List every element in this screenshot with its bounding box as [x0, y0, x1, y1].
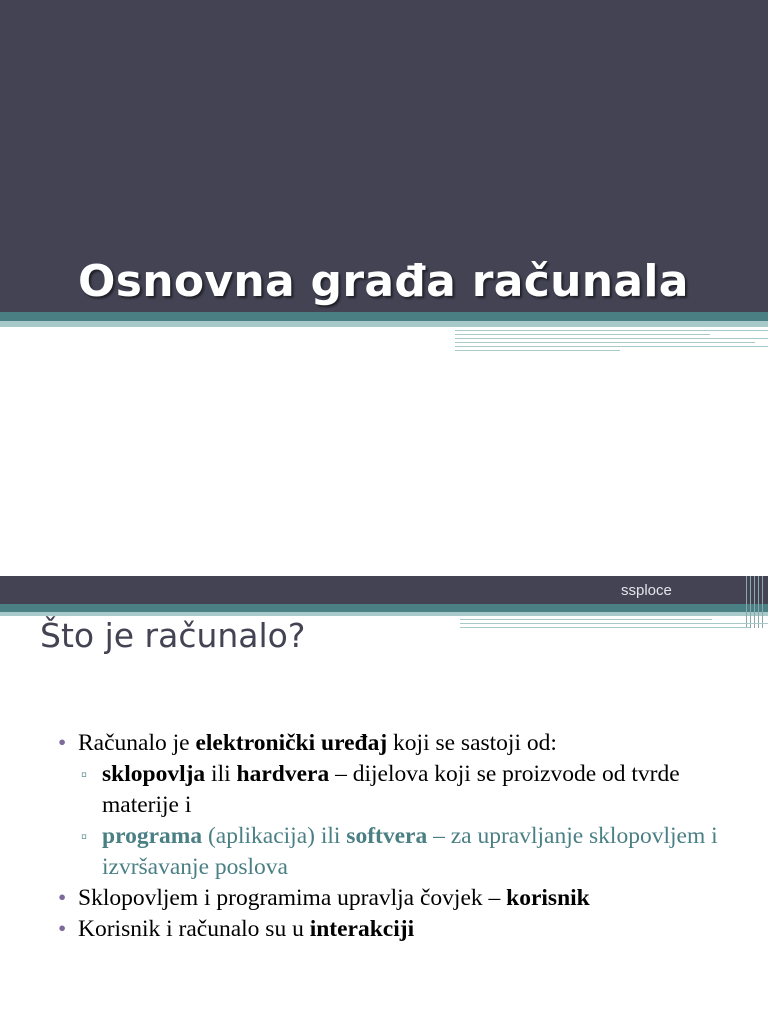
bullet-icon: • — [58, 885, 67, 911]
bullet-text: (aplikacija) ili — [202, 823, 347, 849]
square-bullet-icon: ▫ — [81, 765, 88, 784]
decorative-vline — [750, 576, 751, 628]
decorative-line — [460, 627, 750, 628]
square-bullet-icon: ▫ — [81, 827, 88, 846]
watermark-text: ssploce — [621, 582, 672, 599]
accent-stripe — [0, 312, 768, 321]
decorative-line — [455, 350, 620, 351]
decorative-line — [455, 334, 710, 335]
list-item — [58, 914, 728, 945]
decorative-line — [460, 623, 768, 624]
bullet-text: Korisnik i računalo su u — [78, 916, 310, 942]
bullet-icon: • — [58, 730, 67, 756]
bullet-text: Sklopovljem i programima upravlja čovjek – — [78, 885, 507, 911]
sub-list-item — [78, 821, 728, 883]
sub-list-item — [78, 759, 728, 821]
decorative-vline — [758, 576, 759, 628]
decorative-line — [455, 342, 755, 343]
decorative-vline — [762, 576, 763, 628]
bullet-text: ili — [205, 761, 237, 787]
bullet-icon: • — [58, 916, 67, 942]
decorative-line — [455, 338, 768, 339]
accent-stripe — [0, 604, 768, 612]
accent-stripe-light — [0, 321, 768, 327]
list-item — [58, 728, 728, 883]
content-slide — [0, 576, 768, 1024]
bullet-text: koji se sastoji od: — [387, 730, 557, 756]
decorative-vline — [746, 576, 747, 628]
bullet-text-bold: softvera — [346, 823, 428, 849]
bullet-text-bold: elektronički uređaj — [195, 730, 388, 756]
list-item — [58, 883, 728, 914]
bullet-text: Računalo je — [78, 730, 196, 756]
decorative-line — [460, 619, 712, 620]
bullet-text-bold: sklopovlja — [102, 761, 206, 787]
decorative-line — [455, 330, 768, 331]
bullet-text: – dijelova koji se proizvode od tvrde materije i — [102, 761, 680, 818]
bullet-text-bold: programa — [102, 823, 203, 849]
bullet-text: – za upravljanje sklopovljem i izvršavanje poslova — [102, 823, 718, 880]
decorative-vline — [754, 576, 755, 628]
bullet-text-bold: interakciji — [309, 916, 415, 942]
sub-bullet-list — [78, 759, 728, 883]
bullet-list — [58, 728, 728, 945]
decorative-line — [455, 346, 768, 347]
bullet-text-bold: korisnik — [506, 885, 590, 911]
slide-title: Što je računalo? — [40, 616, 306, 655]
bullet-text-bold: hardvera — [236, 761, 330, 787]
slide-title: Osnovna građa računala — [78, 256, 689, 307]
